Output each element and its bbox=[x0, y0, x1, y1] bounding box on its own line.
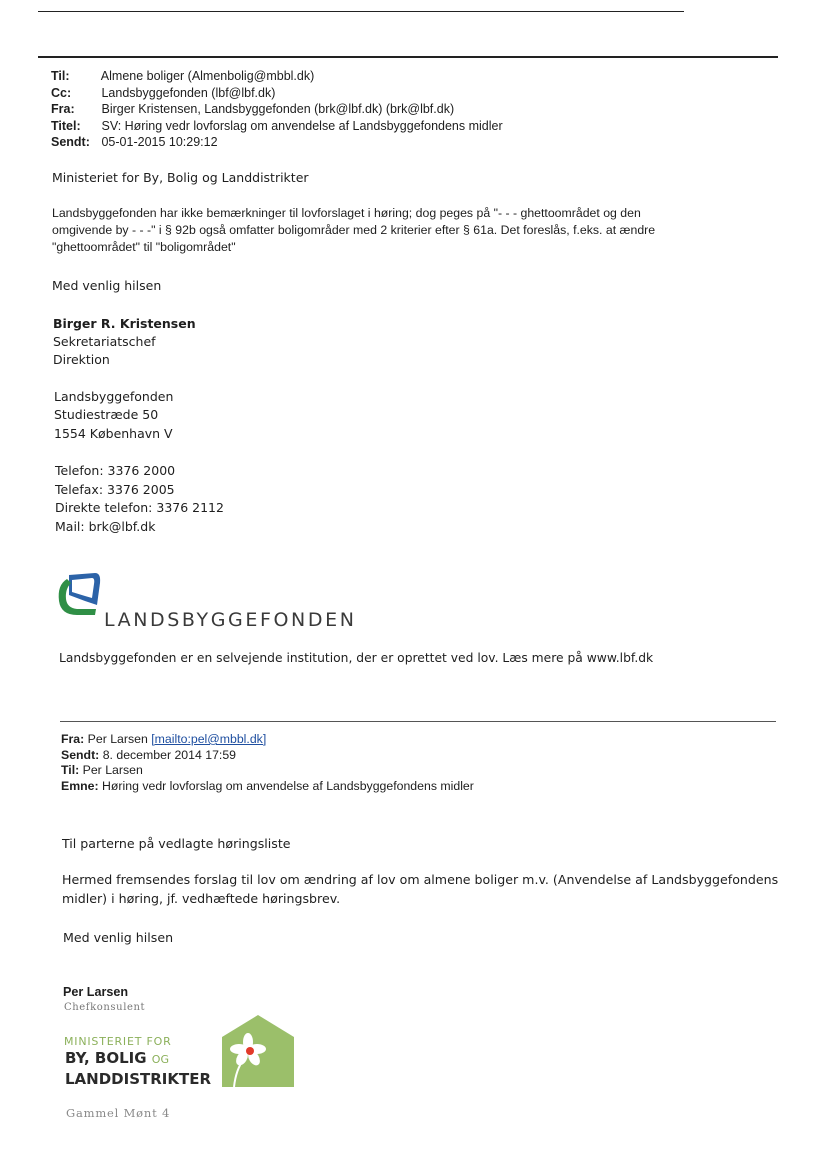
header-sendt-label: Sendt: bbox=[51, 135, 90, 149]
header-fra-label: Fra: bbox=[51, 102, 75, 116]
header-rule bbox=[38, 56, 778, 58]
signature-dept: Direktion bbox=[53, 352, 110, 367]
signature-direkte: Direkte telefon: 3376 2112 bbox=[55, 500, 224, 515]
header-fra-value: Birger Kristensen, Landsbyggefonden (brk@lbf.dk) (brk@lbf.dk) bbox=[101, 102, 455, 116]
faint-bleed-through bbox=[62, 38, 762, 52]
ministry-logo-og: OG bbox=[151, 1053, 169, 1066]
forward-greeting: Med venlig hilsen bbox=[63, 930, 174, 945]
forward-emne-row bbox=[61, 779, 474, 795]
ministry-logo-line-1: MINISTERIET FOR bbox=[64, 1035, 172, 1048]
forward-fra-name: Per Larsen bbox=[87, 732, 148, 746]
forwarded-header bbox=[61, 732, 474, 794]
signature-name: Birger R. Kristensen bbox=[53, 316, 196, 331]
signature-telefon: Telefon: 3376 2000 bbox=[55, 463, 176, 478]
forward-emne-label: Emne: bbox=[61, 778, 99, 793]
reply-body-line-1: Landsbyggefonden har ikke bemærkninger til lovforslaget i høring; dog peges på "- - - ghettoområdet og den bbox=[52, 206, 641, 220]
reply-recipient: Ministeriet for By, Bolig og Landdistrikter bbox=[52, 170, 309, 185]
header-sendt-value: 05-01-2015 10:29:12 bbox=[101, 135, 218, 149]
signature-street: Studiestræde 50 bbox=[54, 407, 159, 422]
forward-emne-value: Høring vedr lovforslag om anvendelse af Landsbyggefondens midler bbox=[102, 778, 474, 793]
signature-telefax: Telefax: 3376 2005 bbox=[55, 482, 175, 497]
ministry-house-flower-icon bbox=[220, 1013, 296, 1089]
forward-body-line-1: Hermed fremsendes forslag til lov om ændring af lov om almene boliger m.v. (Anvendelse af Landsbyggefondens bbox=[62, 872, 779, 887]
header-cc-value: Landsbyggefonden (lbf@lbf.dk) bbox=[101, 85, 276, 100]
reply-body-line-2: omgivende by - - -" i § 92b også omfatter boligområder med 2 kriterier efter § 61a. Det foreslås, f.eks. at ændre bbox=[52, 223, 656, 237]
reply-greeting: Med venlig hilsen bbox=[52, 278, 162, 293]
forward-signature-name: Per Larsen bbox=[63, 985, 129, 999]
forward-fra-label: Fra: bbox=[61, 732, 85, 746]
signature-mail: Mail: brk@lbf.dk bbox=[55, 519, 156, 534]
landsbyggefonden-footer-note: Landsbyggefonden er en selvejende institution, der er oprettet ved lov. Læs mere på www.lbf.dk bbox=[59, 651, 654, 665]
forward-til-value: Per Larsen bbox=[82, 763, 143, 777]
ministry-logo-line-2 bbox=[65, 1049, 169, 1067]
reply-body-line-3: "ghettoområdet" til "boligområdet" bbox=[52, 240, 236, 254]
header-cc-label: Cc: bbox=[51, 85, 72, 100]
header-fra-row bbox=[51, 101, 503, 118]
header-titel-value: SV: Høring vedr lovforslag om anvendelse af Landsbyggefondens midler bbox=[101, 118, 503, 133]
forward-separator-rule bbox=[60, 721, 776, 722]
email-header bbox=[51, 68, 503, 151]
signature-city: 1554 København V bbox=[54, 426, 173, 441]
forward-sendt-row bbox=[61, 748, 474, 764]
header-til-value: Almene boliger (Almenbolig@mbbl.dk) bbox=[100, 69, 315, 83]
header-sendt-row bbox=[51, 134, 503, 151]
signature-title: Sekretariatschef bbox=[53, 334, 156, 349]
signature-org: Landsbyggefonden bbox=[54, 389, 174, 404]
header-cc-row bbox=[51, 85, 503, 102]
ministry-logo-by-bolig: BY, BOLIG bbox=[65, 1049, 147, 1067]
ministry-address: Gammel Mønt 4 bbox=[66, 1106, 171, 1120]
forward-fra-row bbox=[61, 732, 474, 748]
forward-sendt-label: Sendt: bbox=[61, 747, 100, 762]
forward-mailto-link[interactable]: [mailto:pel@mbbl.dk] bbox=[151, 732, 267, 746]
forward-salutation: Til parterne på vedlagte høringsliste bbox=[62, 836, 291, 851]
forward-til-row bbox=[61, 763, 474, 779]
header-titel-label: Titel: bbox=[51, 118, 81, 133]
landsbyggefonden-logo-text: LANDSBYGGEFONDEN bbox=[104, 609, 357, 631]
ministry-logo-line-3: LANDDISTRIKTER bbox=[65, 1070, 212, 1088]
forward-sendt-value: 8. december 2014 17:59 bbox=[102, 747, 237, 762]
landsbyggefonden-logo-icon bbox=[55, 571, 103, 619]
top-rule bbox=[38, 11, 684, 12]
forward-body-line-2: midler) i høring, jf. vedhæftede høringsbrev. bbox=[62, 891, 341, 906]
header-til-row bbox=[51, 68, 503, 85]
header-til-label: Til: bbox=[51, 69, 70, 83]
forward-signature-title: Chefkonsulent bbox=[64, 1002, 146, 1013]
header-titel-row bbox=[51, 118, 503, 135]
forward-til-label: Til: bbox=[61, 763, 80, 777]
